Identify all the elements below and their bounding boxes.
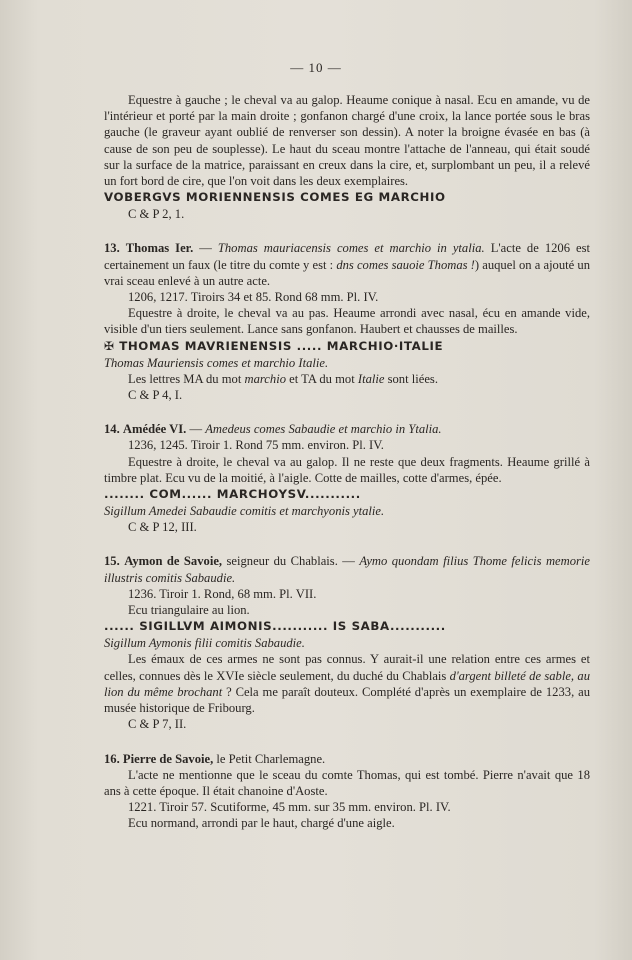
entry-legend-reading: Sigillum Amedei Sabaudie comitis et marchyonis ytalie. bbox=[104, 504, 385, 519]
entry-name: Amédée VI. bbox=[122, 422, 187, 437]
entry-legend: ........ COM...... MARCHOYSV........... bbox=[104, 487, 361, 502]
entry-15-heading bbox=[104, 553, 590, 585]
entry-title: le Petit Charlemagne. bbox=[213, 751, 326, 766]
entry-remark: L'acte ne mentionne que le sceau du comte Thomas, qui est tombé. Pierre n'avait que 18 ans à cette époque. Il était chanoine d'Aoste. bbox=[104, 767, 590, 798]
entry-number: 13. bbox=[104, 241, 120, 256]
entry-number: 14. bbox=[104, 422, 120, 437]
entry-description: Ecu triangulaire au lion. bbox=[128, 603, 250, 618]
entry-reference: C & P 4, I. bbox=[128, 388, 183, 403]
entry-16 bbox=[104, 751, 590, 832]
entry-note-end: ) auquel on a ajouté un vrai sceau enlevé à un autre acte. bbox=[104, 257, 590, 288]
entry-dash: — bbox=[337, 554, 360, 569]
entry-title: seigneur du Chablais. bbox=[222, 554, 338, 569]
remark-text: sont liées. bbox=[384, 371, 438, 386]
entry-reference: C & P 12, III. bbox=[128, 520, 197, 535]
entry-description: Equestre à droite, le cheval va au pas. Heaume arrondi avec nasal, écu en amande vide, visible d'un tiers seulement. Lance sans gonfanon. Haubert et chausses de mailles. bbox=[104, 306, 590, 337]
entry-inscription: Aymo quondam filius Thome felicis memorie illustris comitis Sabaudie. bbox=[104, 554, 591, 585]
entry-remark bbox=[104, 651, 590, 716]
page-number: — 10 — bbox=[290, 60, 342, 75]
remark-text: Les lettres MA du mot bbox=[128, 371, 245, 386]
entry-legend-reading: Thomas Mauriensis comes et marchio Italie. bbox=[104, 355, 329, 370]
remark-italic: marchio bbox=[244, 371, 286, 386]
entry-legend: ...... SIGILLVM AIMONIS........... IS SABA........... bbox=[104, 619, 446, 634]
entry-description: Ecu normand, arrondi par le haut, chargé d'une aigle. bbox=[128, 816, 395, 831]
remark-italic: Italie bbox=[357, 371, 385, 386]
entry-number: 15. bbox=[104, 554, 120, 569]
entry-reference: C & P 7, II. bbox=[128, 717, 187, 732]
entry-name: Thomas Ier. bbox=[125, 241, 194, 256]
entry-remark bbox=[104, 371, 590, 387]
entry-14 bbox=[104, 421, 590, 535]
intro-paragraph: Equestre à gauche ; le cheval va au galop. Heaume conique à nasal. Ecu en amande, vu de l'intérieur et porté par la main droite ; gonfanon chargé d'une croix, la lance portée sous le bras gauche (le graveur ayant oublié de renverser son dessin). A noter la broigne évasée en bas (à cause de son peu de souplesse). Le haut du sceau montre l'attache de l'anneau, qui était soudé sur la surface de la matrice, paraissant en creux dans la cire, et, surplombant un peu, il a relevé un fort bord de cire, que l'on voit dans les deux exemplaires. bbox=[104, 93, 590, 189]
entry-16-heading bbox=[104, 751, 590, 767]
entry-inscription: Amedeus comes Sabaudie et marchio in Ytalia. bbox=[205, 422, 442, 437]
entry-legend: ✠ THOMAS MAVRIENENSIS ..... MARCHIO·ITALIE bbox=[104, 338, 444, 353]
entry-description: Equestre à droite, le cheval va au galop. Il ne reste que deux fragments. Heaume grillé à timbre plat. Ecu vu de la moitié, à l'aigle. Cotte de mailles, cotte d'armes, épée. bbox=[104, 454, 590, 485]
page-body bbox=[104, 92, 590, 832]
entry-14-heading bbox=[104, 421, 590, 437]
remark-italic: d'argent billeté de sable, au lion du même brochant bbox=[104, 668, 590, 699]
entry-dash: — bbox=[193, 241, 218, 256]
entry-13 bbox=[104, 240, 590, 403]
intro-legend: VOBERGVS MORIENNENSIS COMES EG MARCHIO bbox=[104, 190, 446, 205]
remark-text: et TA du mot bbox=[286, 371, 358, 386]
entry-note: L'acte de 1206 est certainement un faux (le titre du comte y est : bbox=[104, 241, 591, 272]
intro-reference: C & P 2, 1. bbox=[128, 207, 185, 222]
entry-name: Pierre de Savoie, bbox=[122, 751, 214, 766]
entry-note-italic: dns comes sauoie Thomas ! bbox=[336, 257, 475, 272]
entry-details: 1221. Tiroir 57. Scutiforme, 45 mm. sur 35 mm. environ. Pl. IV. bbox=[128, 800, 451, 815]
remark-text: ? Cela me paraît douteux. Complété d'après un exemplaire de 1233, au musée historique de Fribourg. bbox=[104, 684, 590, 716]
entry-13-heading bbox=[104, 240, 590, 289]
entry-name: Aymon de Savoie, bbox=[124, 554, 223, 569]
entry-15 bbox=[104, 553, 590, 732]
entry-details: 1236, 1245. Tiroir 1. Rond 75 mm. environ. Pl. IV. bbox=[128, 438, 384, 453]
remark-text: Les émaux de ces armes ne sont pas connus. Y aurait-il une relation entre ces armes et celles, connues dès le XVIe siècle seulement, du duché du Chablais bbox=[104, 652, 590, 683]
entry-details: 1206, 1217. Tiroirs 34 et 85. Rond 68 mm. Pl. IV. bbox=[128, 290, 379, 305]
entry-number: 16. bbox=[104, 751, 120, 766]
entry-inscription: Thomas mauriacensis comes et marchio in ytalia. bbox=[217, 241, 485, 256]
entry-dash: — bbox=[186, 422, 206, 437]
entry-details: 1236. Tiroir 1. Rond, 68 mm. Pl. VII. bbox=[128, 586, 317, 601]
entry-legend-reading: Sigillum Aymonis filii comitis Sabaudie. bbox=[104, 636, 305, 651]
